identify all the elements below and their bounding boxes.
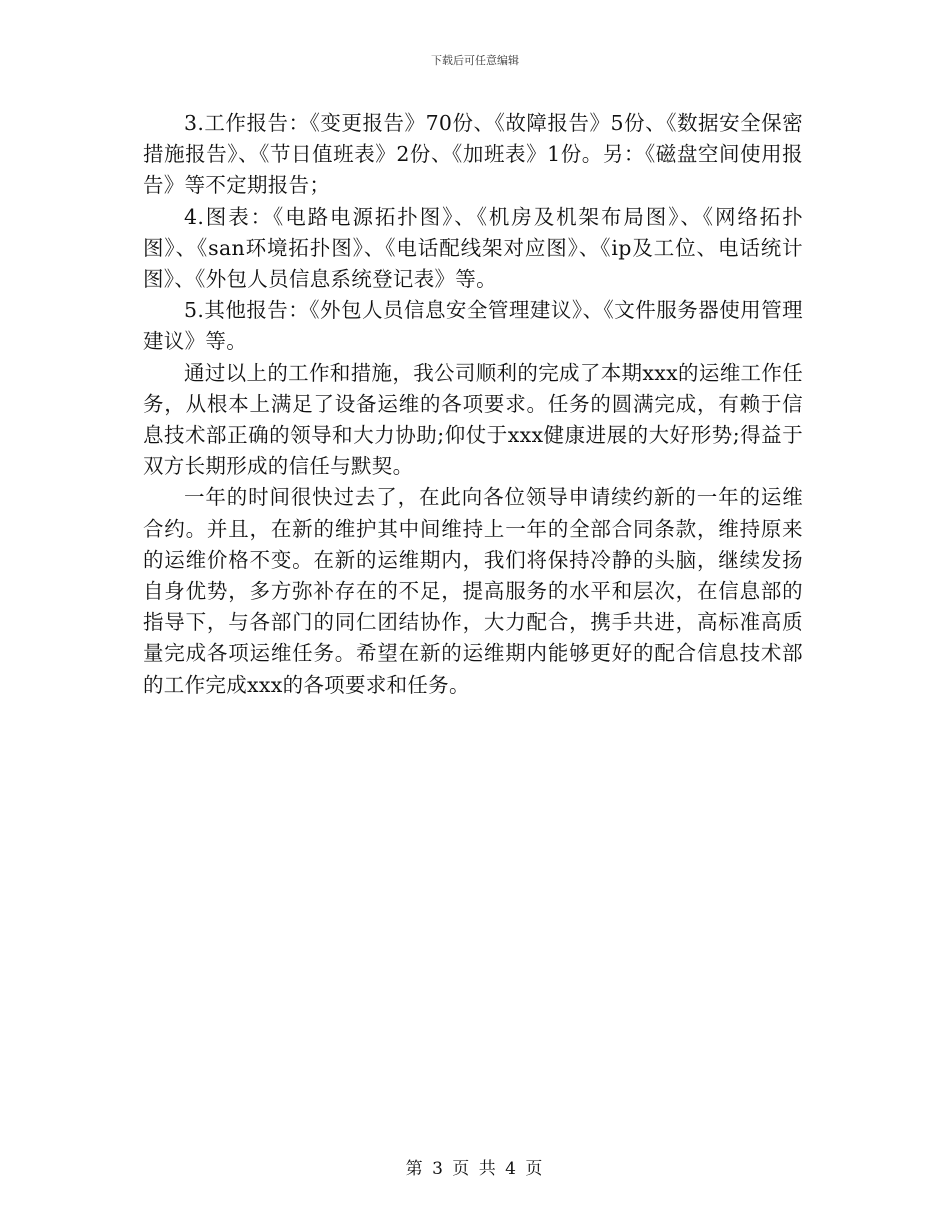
- paragraph-other-reports: 5.其他报告：《外包人员信息安全管理建议》、《文件服务器使用管理建议》等。: [143, 298, 803, 354]
- page-header-note: 下载后可任意编辑: [431, 54, 519, 67]
- paragraph-summary: 通过以上的工作和措施，我公司顺利的完成了本期xxx的运维工作任务，从根本上满足了设备运维的各项要求。任务的圆满完成，有赖于信息技术部正确的领导和大力协助;仰仗于xxx健康进展的大好形势;得益于双方长期形成的信任与默契。: [143, 360, 803, 479]
- paragraph-renewal-request: 一年的时间很快过去了，在此向各位领导申请续约新的一年的运维合约。并且，在新的维护其中间维持上一年的全部合同条款，维持原来的运维价格不变。在新的运维期内，我们将保持冷静的头脑，继续发扬自身优势，多方弥补存在的不足，提高服务的水平和层次，在信息部的指导下，与各部门的同仁团结协作，大力配合，携手共进，高标准高质量完成各项运维任务。希望在新的运维期内能够更好的配合信息技术部的工作完成xxx的各项要求和任务。: [143, 485, 803, 697]
- paragraph-charts: 4.图表：《电路电源拓扑图》、《机房及机架布局图》、《网络拓扑图》、《san环境拓扑图》、《电话配线架对应图》、《ip及工位、电话统计图》、《外包人员信息系统登记表》等。: [143, 204, 803, 292]
- paragraph-work-reports: 3.工作报告：《变更报告》70份、《故障报告》5份、《数据安全保密措施报告》、《节日值班表》2份、《加班表》1份。另：《磁盘空间使用报告》等不定期报告；: [143, 111, 803, 198]
- page-number-footer: 第 3 页 共 4 页: [405, 1159, 545, 1179]
- document-body: [143, 108, 803, 701]
